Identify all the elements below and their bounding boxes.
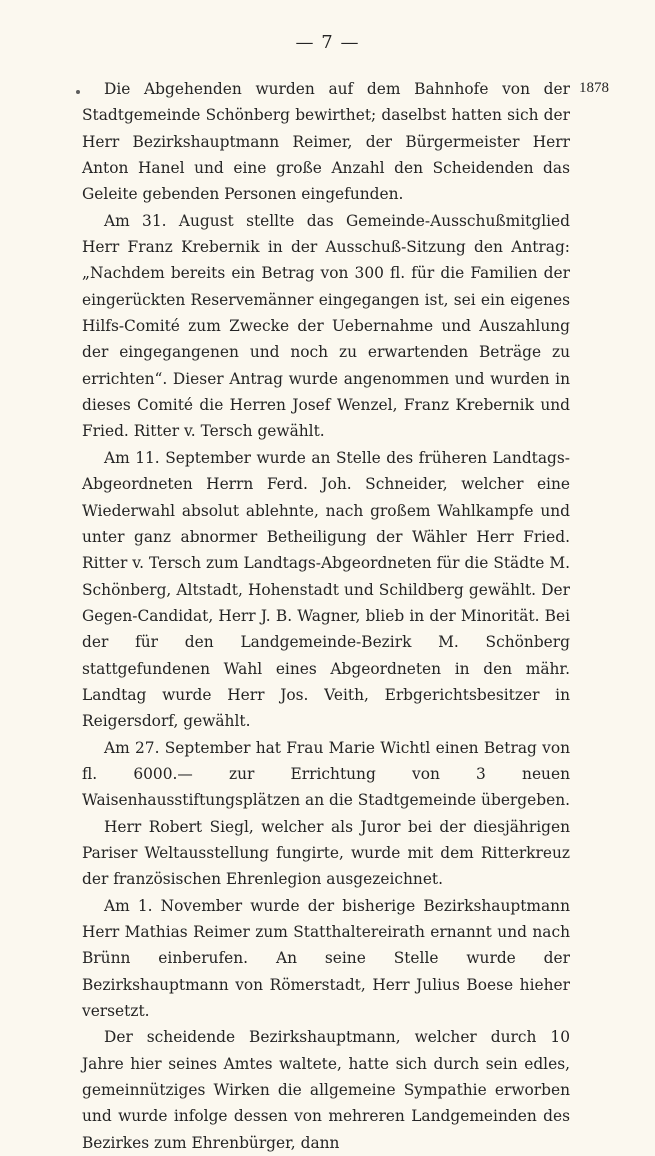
paragraph-honorary-citizen: Der scheidende Bezirkshauptmann, welcher durch 10 Jahre hier seines Amtes waltete, hatte sich durch sein edles, gemeinnütziges Wirken die allgemeine Sympathie erworben und wurde infolge dessen von mehreren Landgemeinden des Bezirkes zum Ehrenbürger, dann (82, 1028, 570, 1152)
page-number: — 7 — (295, 32, 360, 53)
paragraph-relief-committee: Am 31. August stellte das Gemeinde-Ausschußmitglied Herr Franz Krebernik in der Ausschuß-Sitzung den Antrag: „Nachdem bereits ein Betrag von 300 fl. für die Familien der eingerückten Reservemänner eingegangen ist, sei ein eigenes Hilfs-Comité zum Zwecke der Uebernahme und Auszahlung der eingegangenen und noch zu erwartenden Beträge zu errichten“. Dieser Antrag wurde angenommen und wurden in dieses Comité die Herren Josef Wenzel, Franz Krebernik und Fried. Ritter v. Tersch gewählt. (82, 211, 570, 441)
margin-dot (76, 90, 80, 94)
margin-year: 1878 (579, 80, 609, 96)
paragraph-farewell: Die Abgehenden wurden auf dem Bahnhofe von der Stadtgemeinde Schönberg bewirthet; daselbst hatten sich der Herr Bezirkshauptmann Reimer, der Bürgermeister Herr Anton Hanel und eine große Anzahl den Scheidenden das Geleite gebenden Personen eingefunden. (82, 80, 570, 204)
paragraph-orphanage-donation: Am 27. September hat Frau Marie Wichtl einen Betrag von fl. 6000.— zur Errichtung von 3 neuen Waisenhausstiftungsplätzen an die Stadtgemeinde übergeben. (82, 738, 571, 810)
paragraph-district-captain: Am 1. November wurde der bisherige Bezirkshauptmann Herr Mathias Reimer zum Statthaltereirath ernannt und nach Brünn einberufen. An seine Stelle wurde der Bezirkshauptmann von Römerstadt, Herr Julius Boese hieher versetzt. (82, 896, 570, 1021)
paragraph-legion-honour: Herr Robert Siegl, welcher als Juror bei der diesjährigen Pariser Weltausstellung fungirte, wurde mit dem Ritterkreuz der französischen Ehrenlegion ausgezeichnet. (82, 817, 570, 889)
paragraph-diet-election: Am 11. September wurde an Stelle des früheren Landtags-Abgeordneten Herrn Ferd. Joh. Schneider, welcher eine Wiederwahl absolut ablehnte, nach großem Wahlkampfe und unter ganz abnormer Betheiligung der Wähler Herr Fried. Ritter v. Tersch zum Landtags-Abgeordneten für die Städte M. Schönberg, Altstadt, Hohenstadt und Schildberg gewählt. Der Gegen-Candidat, Herr J. B. Wagner, blieb in der Minorität. Bei der für den Landgemeinde-Bezirk M. Schönberg stattgefundenen Wahl eines Abgeordneten in den mähr. Landtag wurde Herr Jos. Veith, Erbgerichtsbesitzer in Reigersdorf, gewählt. (82, 448, 570, 731)
document-text (82, 76, 570, 1156)
